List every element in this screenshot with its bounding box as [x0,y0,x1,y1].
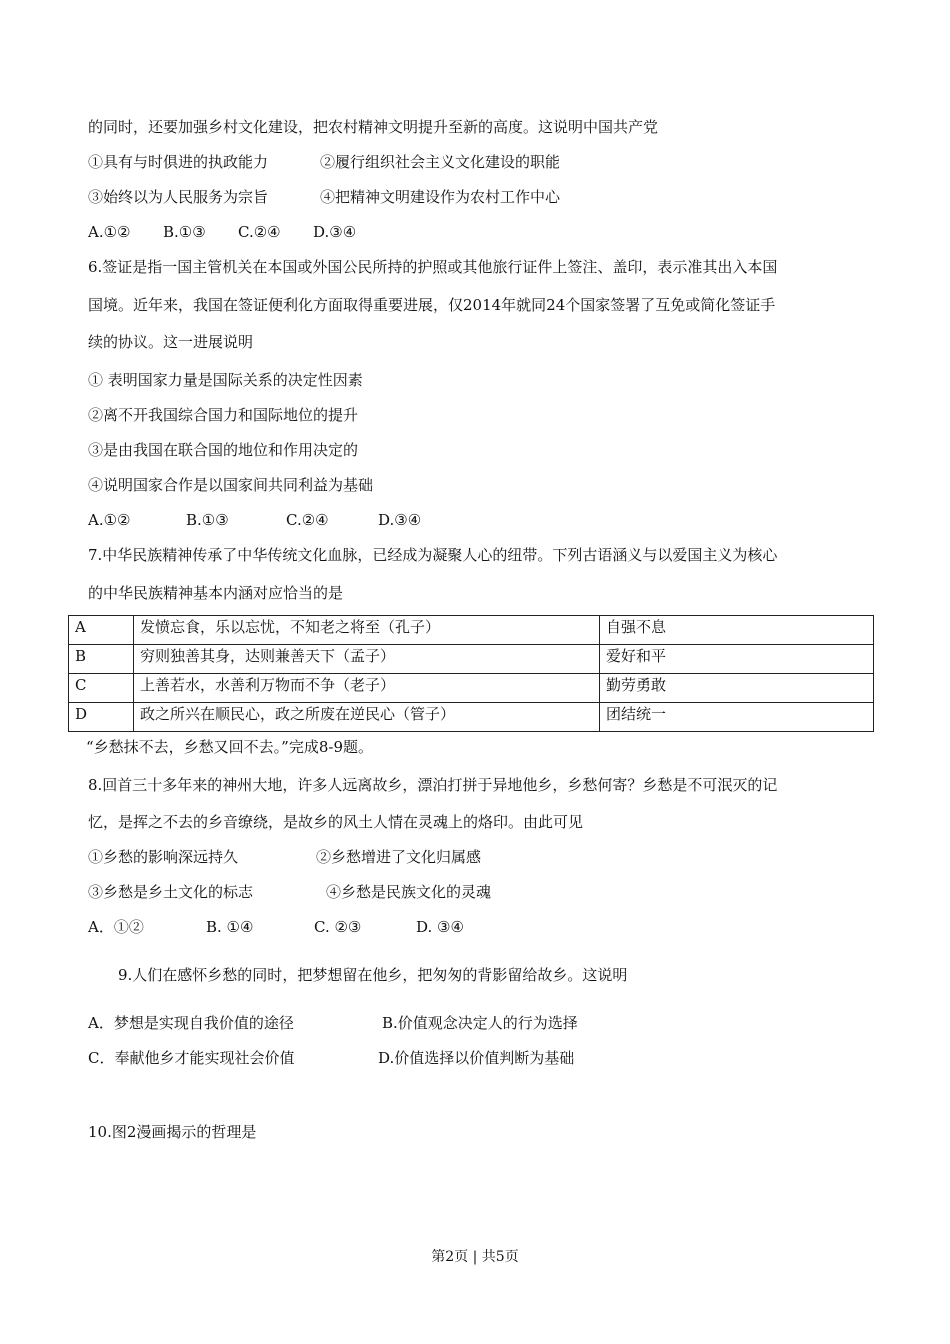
table-cell: B [69,645,134,674]
q9-option-b: B.价值观念决定人的行为选择 [382,1014,578,1032]
q8-stem-2: 忆，是挥之不去的乡音缭绕，是故乡的风土人情在灵魂上的烙印。由此可见 [88,813,584,831]
q5-items-row1 [88,152,561,172]
q8-item-1: ①乡愁的影响深远持久 [88,848,239,866]
q6-stem-2: 国境。近年来，我国在签证便利化方面取得重要进展，仅2014年就同24个国家签署了互免或简化签证手 [88,296,776,314]
q5-item-3: ③始终以为人民服务为宗旨 [88,188,269,206]
q6-item-1: ① 表明国家力量是国际关系的决定性因素 [88,371,363,389]
q9-stem: 9.人们在感怀乡愁的同时，把梦想留在他乡，把匆匆的背影留给故乡。这说明 [118,966,628,984]
q5-options [88,222,357,242]
q6-stem-3: 续的协议。这一进展说明 [88,333,254,351]
table-row [69,674,874,703]
q6-option-d: D.③④ [378,511,422,529]
q5-option-c: C.②④ [238,223,281,241]
table-cell: 上善若水，水善利万物而不争（老子） [134,674,600,703]
q7-stem-1: 7.中华民族精神传承了中华传统文化血脉，已经成为凝聚人心的纽带。下列古语涵义与以爱国主义为核心 [88,546,778,564]
q7-table [68,615,874,732]
q6-option-c: C.②④ [286,511,329,529]
q6-stem-1: 6.签证是指一国主管机关在本国或外国公民所持的护照或其他旅行证件上签注、盖印，表示准其出入本国 [88,258,778,276]
table-cell: 穷则独善其身，达则兼善天下（孟子） [134,645,600,674]
q6-item-4: ④说明国家合作是以国家间共同利益为基础 [88,476,374,494]
q8-option-a: A．①② [88,918,144,936]
q5-option-b: B.①③ [163,223,206,241]
table-cell: 爱好和平 [600,645,874,674]
table-cell: 政之所兴在顺民心，政之所废在逆民心（管子） [134,703,600,732]
table-cell: 自强不息 [600,616,874,645]
table-cell: C [69,674,134,703]
q5-item-2: ②履行组织社会主义文化建设的职能 [320,153,561,171]
q5-stem: 的同时，还要加强乡村文化建设，把农村精神文明提升至新的高度。这说明中国共产党 [88,118,659,136]
q5-item-4: ④把精神文明建设作为农村工作中心 [320,188,561,206]
q8-option-b: B. ①④ [206,918,254,936]
q9-options-row1 [88,1013,578,1033]
q9-option-a: A．梦想是实现自我价值的途径 [88,1014,294,1032]
q8-item-2: ②乡愁增进了文化归属感 [316,848,482,866]
q9-option-c: C．奉献他乡才能实现社会价值 [88,1049,295,1067]
page-footer: 第2页 | 共5页 [431,1249,519,1265]
q5-items-row2 [88,187,561,207]
q9-option-d: D.价值选择以价值判断为基础 [378,1049,575,1067]
table-row [69,616,874,645]
q5-option-a: A.①② [88,223,131,241]
table-cell: A [69,616,134,645]
q9-options-row2 [88,1048,575,1068]
table-cell: 勤劳勇敢 [600,674,874,703]
table-cell: 发愤忘食，乐以忘忧，不知老之将至（孔子） [134,616,600,645]
q10-stem: 10.图2漫画揭示的哲理是 [88,1123,257,1141]
table-row [69,645,874,674]
table-row [69,703,874,732]
q7-stem-2: 的中华民族精神基本内涵对应恰当的是 [88,584,344,602]
q6-options [88,510,422,530]
q8-option-c: C. ②③ [314,918,362,936]
q8-items-row1 [88,847,482,867]
q8-items-row2 [88,882,492,902]
q6-option-b: B.①③ [186,511,229,529]
q5-item-1: ①具有与时俱进的执政能力 [88,153,269,171]
intro-8-9: “乡愁抹不去，乡愁又回不去。”完成8-9题。 [86,738,373,756]
table-cell: D [69,703,134,732]
q6-item-3: ③是由我国在联合国的地位和作用决定的 [88,441,359,459]
table-cell: 团结统一 [600,703,874,732]
q5-option-d: D.③④ [313,223,357,241]
q8-options [88,917,464,937]
q8-option-d: D. ③④ [416,918,464,936]
q6-item-2: ②离不开我国综合国力和国际地位的提升 [88,406,359,424]
q8-item-4: ④乡愁是民族文化的灵魂 [326,883,492,901]
q8-stem-1: 8.回首三十多年来的神州大地，许多人远离故乡，漂泊打拼于异地他乡，乡愁何寄？乡愁是不可泯灭的记 [88,776,778,794]
q6-option-a: A.①② [88,511,131,529]
q8-item-3: ③乡愁是乡土文化的标志 [88,883,254,901]
